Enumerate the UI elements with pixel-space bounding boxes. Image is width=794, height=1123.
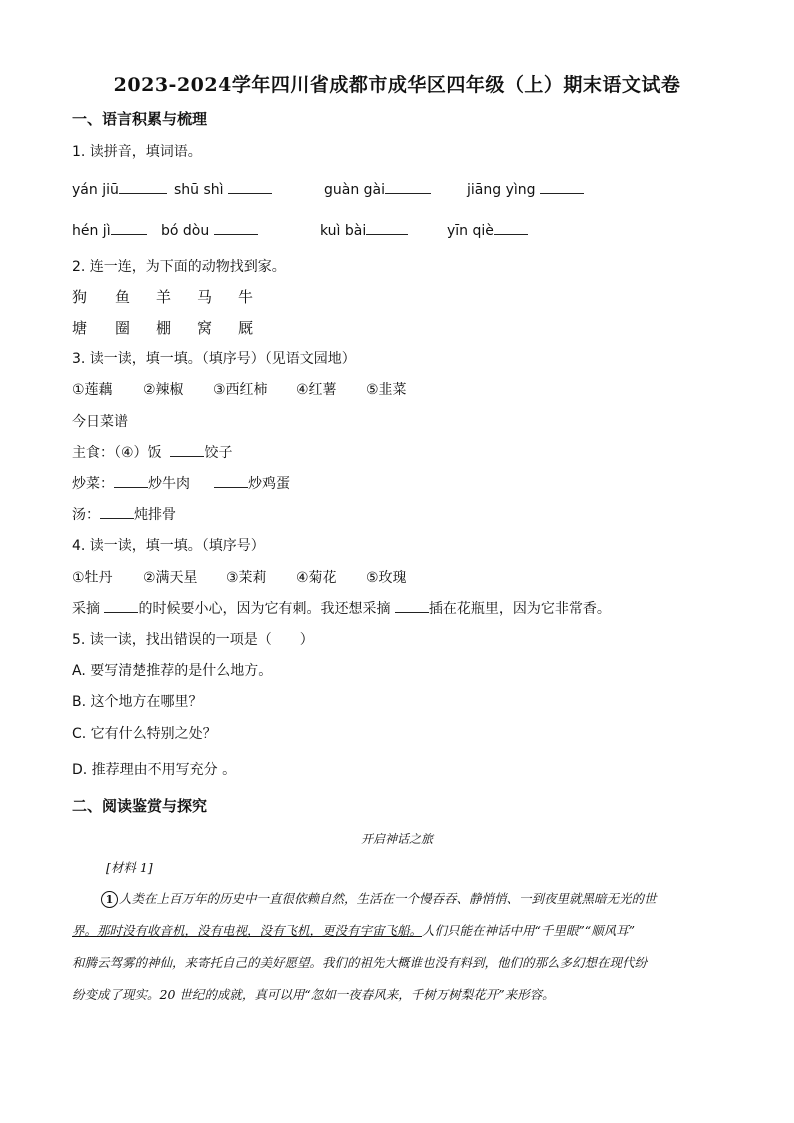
pinyin-text: yán jiū xyxy=(72,182,119,198)
home-item[interactable]: 塘 xyxy=(72,319,88,337)
menu-label: 炒菜： xyxy=(72,476,114,492)
answer-blank[interactable] xyxy=(540,179,584,194)
home-item[interactable]: 厩 xyxy=(238,319,254,337)
menu-staple xyxy=(72,442,232,462)
pinyin-item xyxy=(467,179,584,198)
q5-option-d[interactable]: D. 推荐理由不用写充分 。 xyxy=(72,762,237,778)
animal-item[interactable]: 狗 xyxy=(72,288,88,306)
q4-sentence xyxy=(72,598,611,618)
animal-item[interactable]: 羊 xyxy=(156,288,172,306)
passage-line: 纷变成了现实。20 世纪的成就，真可以用“忽如一夜春风来，千树万树梨花开”来形容。 xyxy=(72,987,555,1002)
pinyin-item xyxy=(447,220,528,239)
menu-item: 炒鸡蛋 xyxy=(248,476,290,492)
pinyin-text: shū shì xyxy=(174,182,224,198)
pinyin-text: yīn qiè xyxy=(447,223,494,239)
answer-blank[interactable] xyxy=(395,598,429,613)
q3-option: ④红薯 xyxy=(296,382,337,398)
passage-text: 人类在上百万年的历史中一直很依赖自然，生活在一个慢吞吞、静悄悄、一到夜里就黑暗无光的世 xyxy=(119,891,657,906)
q4-option: ③茉莉 xyxy=(226,570,267,586)
q3-prompt: 3. 读一读，填一填。（填序号）（见语文园地） xyxy=(72,351,356,367)
answer-blank[interactable] xyxy=(114,473,148,488)
pinyin-text: guàn gài xyxy=(324,182,386,198)
menu-label: 汤： xyxy=(72,507,100,523)
pinyin-item xyxy=(324,179,431,198)
q2-prompt: 2. 连一连，为下面的动物找到家。 xyxy=(72,259,286,275)
answer-blank[interactable] xyxy=(119,179,167,194)
reading-title: 开启神话之旅 xyxy=(360,832,433,846)
q5-option-a[interactable]: A. 要写清楚推荐的是什么地方。 xyxy=(72,663,273,679)
pinyin-text: kuì bài xyxy=(320,223,367,239)
section-heading-2: 二、阅读鉴赏与探究 xyxy=(72,797,208,815)
menu-stirfry xyxy=(72,473,290,493)
exam-title: 2023-2024学年四川省成都市成华区四年级（上）期末语文试卷 xyxy=(113,74,681,96)
material-label: [材料 1] xyxy=(106,860,153,875)
q1-prompt: 1. 读拼音，填词语。 xyxy=(72,144,202,160)
menu-item: 炖排骨 xyxy=(134,507,176,523)
home-item[interactable]: 窝 xyxy=(197,319,213,337)
pinyin-text: hén jì xyxy=(72,223,111,239)
q5-option-b[interactable]: B. 这个地方在哪里？ xyxy=(72,694,203,710)
passage-text: 人们只能在神话中用“千里眼”“顺风耳” xyxy=(422,923,636,938)
section-heading-1: 一、语言积累与梳理 xyxy=(72,110,208,128)
answer-blank[interactable] xyxy=(214,220,258,235)
passage-line xyxy=(101,889,732,908)
pinyin-text: jiāng yìng xyxy=(467,182,536,198)
answer-blank[interactable] xyxy=(170,442,204,457)
q5-option-c[interactable]: C. 它有什么特别之处？ xyxy=(72,726,217,742)
animal-item[interactable]: 鱼 xyxy=(115,288,131,306)
pinyin-text: bó dòu xyxy=(161,223,210,239)
answer-blank[interactable] xyxy=(494,220,528,235)
q3-option: ⑤韭菜 xyxy=(366,382,407,398)
q4-option: ②满天星 xyxy=(143,570,198,586)
menu-item: 饺子 xyxy=(204,445,233,461)
q4-option: ④菊花 xyxy=(296,570,337,586)
answer-blank[interactable] xyxy=(385,179,431,194)
q5-prompt: 5. 读一读，找出错误的一项是（ ） xyxy=(72,632,314,648)
q4-option: ①牡丹 xyxy=(72,570,113,586)
sentence-text: 采摘 xyxy=(72,601,100,617)
q3-option: ②辣椒 xyxy=(143,382,184,398)
answer-blank[interactable] xyxy=(111,220,147,235)
pinyin-item xyxy=(320,220,408,239)
animal-item[interactable]: 马 xyxy=(197,288,213,306)
answer-blank[interactable] xyxy=(104,598,138,613)
answer-blank[interactable] xyxy=(100,504,134,519)
menu-item: 炒牛肉 xyxy=(148,476,190,492)
paragraph-number: 1 xyxy=(101,891,118,908)
pinyin-item xyxy=(72,220,147,239)
sentence-text: 插在花瓶里，因为它非常香。 xyxy=(428,601,611,617)
menu-label: 主食：（④）饭 xyxy=(72,445,162,461)
menu-soup xyxy=(72,504,176,524)
answer-blank[interactable] xyxy=(228,179,272,194)
q3-option: ①莲藕 xyxy=(72,382,113,398)
q4-option: ⑤玫瑰 xyxy=(366,570,407,586)
answer-blank[interactable] xyxy=(366,220,408,235)
passage-line xyxy=(72,921,732,939)
home-item[interactable]: 圈 xyxy=(115,319,131,337)
pinyin-item xyxy=(161,220,258,239)
q3-option: ③西红柿 xyxy=(213,382,268,398)
q4-prompt: 4. 读一读，填一填。（填序号） xyxy=(72,538,265,554)
pinyin-item xyxy=(72,179,167,198)
passage-line: 和腾云驾雾的神仙，来寄托自己的美好愿望。我们的祖先大概谁也没有料到，他们的那么多幻想在现代纷 xyxy=(72,955,648,970)
answer-blank[interactable] xyxy=(214,473,248,488)
pinyin-item xyxy=(174,179,272,198)
underlined-sentence: 界。那时没有收音机，没有电视，没有飞机，更没有宇宙飞船。 xyxy=(72,923,423,938)
animal-item[interactable]: 牛 xyxy=(238,288,254,306)
sentence-text: 的时候要小心，因为它有刺。我还想采摘 xyxy=(138,601,391,617)
home-item[interactable]: 棚 xyxy=(156,319,172,337)
menu-title: 今日菜谱 xyxy=(72,414,128,430)
